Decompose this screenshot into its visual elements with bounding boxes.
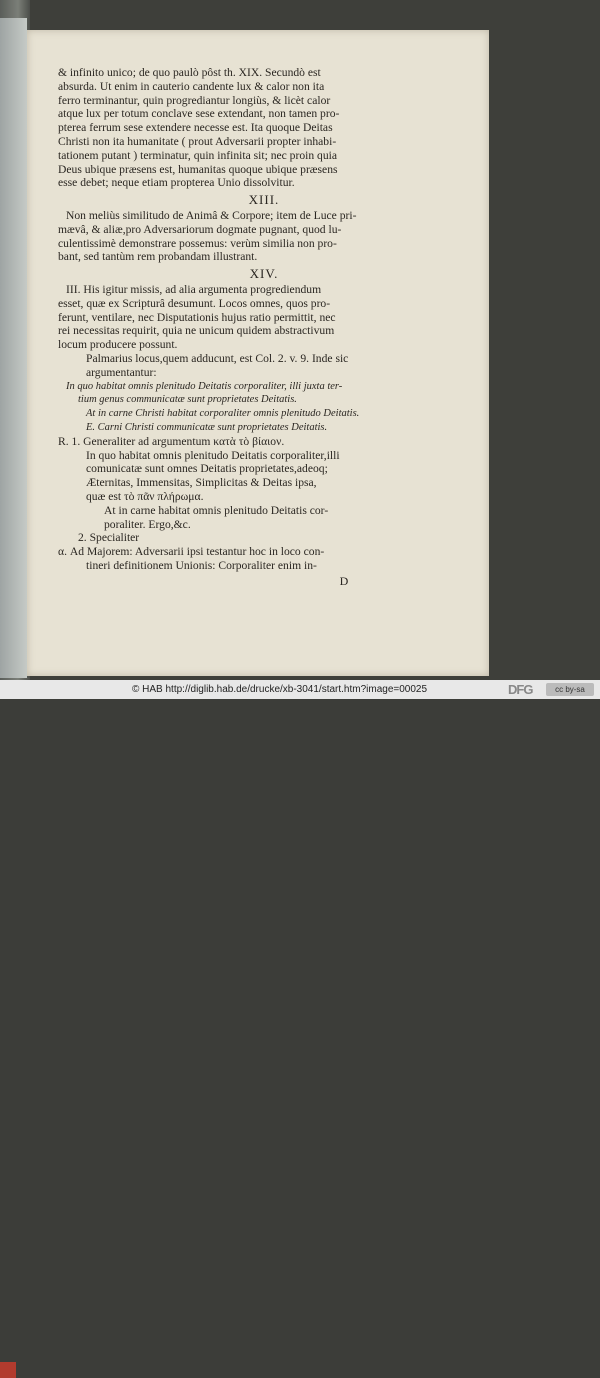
text-line: bant, sed tantùm rem probandam illustrant. bbox=[58, 250, 258, 264]
text-line: At in carne habitat omnis plenitudo Deitatis cor- bbox=[104, 503, 329, 517]
text-line: In quo habitat omnis plenitudo Deitatis corporaliter,illi bbox=[86, 448, 340, 462]
text-line: rei necessitas requirit, quia ne unicum quidem abstractivum bbox=[58, 324, 335, 338]
text-line: Æternitas, Immensitas, Simplicitas & Deitas ipsa, bbox=[86, 476, 317, 490]
dfg-logo: DFG bbox=[508, 682, 533, 697]
signature-mark: D bbox=[339, 573, 349, 588]
text-line: tineri definitionem Unionis: Corporaliter enim in- bbox=[86, 558, 317, 572]
syllogism-major: In quo habitat omnis plenitudo Deitatis corporaliter, illi juxta ter- bbox=[66, 380, 343, 392]
text-line: Palmarius locus,quem adducunt, est Col. 2. v. 9. Inde sic bbox=[86, 351, 349, 365]
text-line: R. 1. Generaliter ad argumentum κατὰ τὸ βίαιον. bbox=[58, 434, 285, 448]
section-heading-xiv: XIV. bbox=[249, 266, 279, 282]
text-line: 2. Specialiter bbox=[78, 531, 140, 545]
text-line: ferro terminantur, quin progrediantur longiùs, & licèt calor bbox=[58, 93, 331, 107]
text-line: poraliter. Ergo,&c. bbox=[104, 517, 191, 531]
text-line: quæ est τὸ πᾶν πλήρωμα. bbox=[86, 489, 204, 503]
thumbnail-icon[interactable] bbox=[0, 1362, 16, 1378]
left-page-edge bbox=[0, 18, 27, 678]
text-line: esset, quæ ex Scripturâ desumunt. Locos omnes, quos pro- bbox=[58, 296, 331, 310]
text-line: Non meliùs similitudo de Animâ & Corpore; item de Luce pri- bbox=[66, 208, 357, 222]
text-line: mævâ, & aliæ,pro Adversariorum dogmate pugnant, quod lu- bbox=[58, 222, 342, 236]
text-line: ferunt, ventilare, nec Disputationis hujus ratio permittit, nec bbox=[58, 310, 336, 324]
text-line: locum producere possunt. bbox=[58, 338, 178, 352]
text-line: α. Ad Majorem: Adversarii ipsi testantur hoc in loco con- bbox=[58, 545, 325, 559]
cc-license-badge[interactable]: cc by-sa bbox=[546, 683, 594, 696]
syllogism-major-cont: tium genus communicatæ sunt proprietates Deitatis. bbox=[78, 394, 297, 406]
text-line: atque lux per totum conclave sese extendant, non tamen pro- bbox=[58, 107, 340, 121]
text-line: absurda. Ut enim in cauterio candente lux & calor non ita bbox=[58, 79, 325, 93]
copyright-link[interactable]: © HAB http://diglib.hab.de/drucke/xb-3041/start.htm?image=00025 bbox=[132, 684, 428, 695]
section-heading-xiii: XIII. bbox=[248, 192, 280, 208]
text-line: Deus ubique præsens est, humanitas quoque ubique præsens bbox=[58, 162, 338, 176]
text-line: Christi non ita humanitate ( prout Adversarii propter inhabi- bbox=[58, 134, 337, 148]
syllogism-minor: At in carne Christi habitat corporaliter omnis plenitudo Deitatis. bbox=[86, 408, 360, 420]
syllogism-conclusion: E. Carni Christi communicatæ sunt proprietates Deitatis. bbox=[86, 421, 328, 433]
text-line: tationem putant ) terminatur, quin infinita sit; nec proin quia bbox=[58, 148, 338, 162]
text-line: esse debet; neque etiam propterea Unio dissolvitur. bbox=[58, 176, 295, 190]
text-line: comunicatæ sunt omnes Deitatis proprietates,adeoq; bbox=[86, 462, 328, 476]
text-line: culentissimè demonstrare possemus: verùm similia non pro- bbox=[58, 236, 337, 250]
page-text-block bbox=[58, 66, 470, 588]
text-line: & infinito unico; de quo paulò pôst th. XIX. Secundò est bbox=[58, 66, 321, 79]
text-line: argumentantur: bbox=[86, 365, 157, 379]
viewer-footer bbox=[0, 680, 600, 699]
text-line: III. His igitur missis, ad alia argumenta progrediendum bbox=[66, 282, 322, 296]
text-line: pterea ferrum sese extendere necesse est. Ita quoque Deitas bbox=[58, 121, 333, 135]
